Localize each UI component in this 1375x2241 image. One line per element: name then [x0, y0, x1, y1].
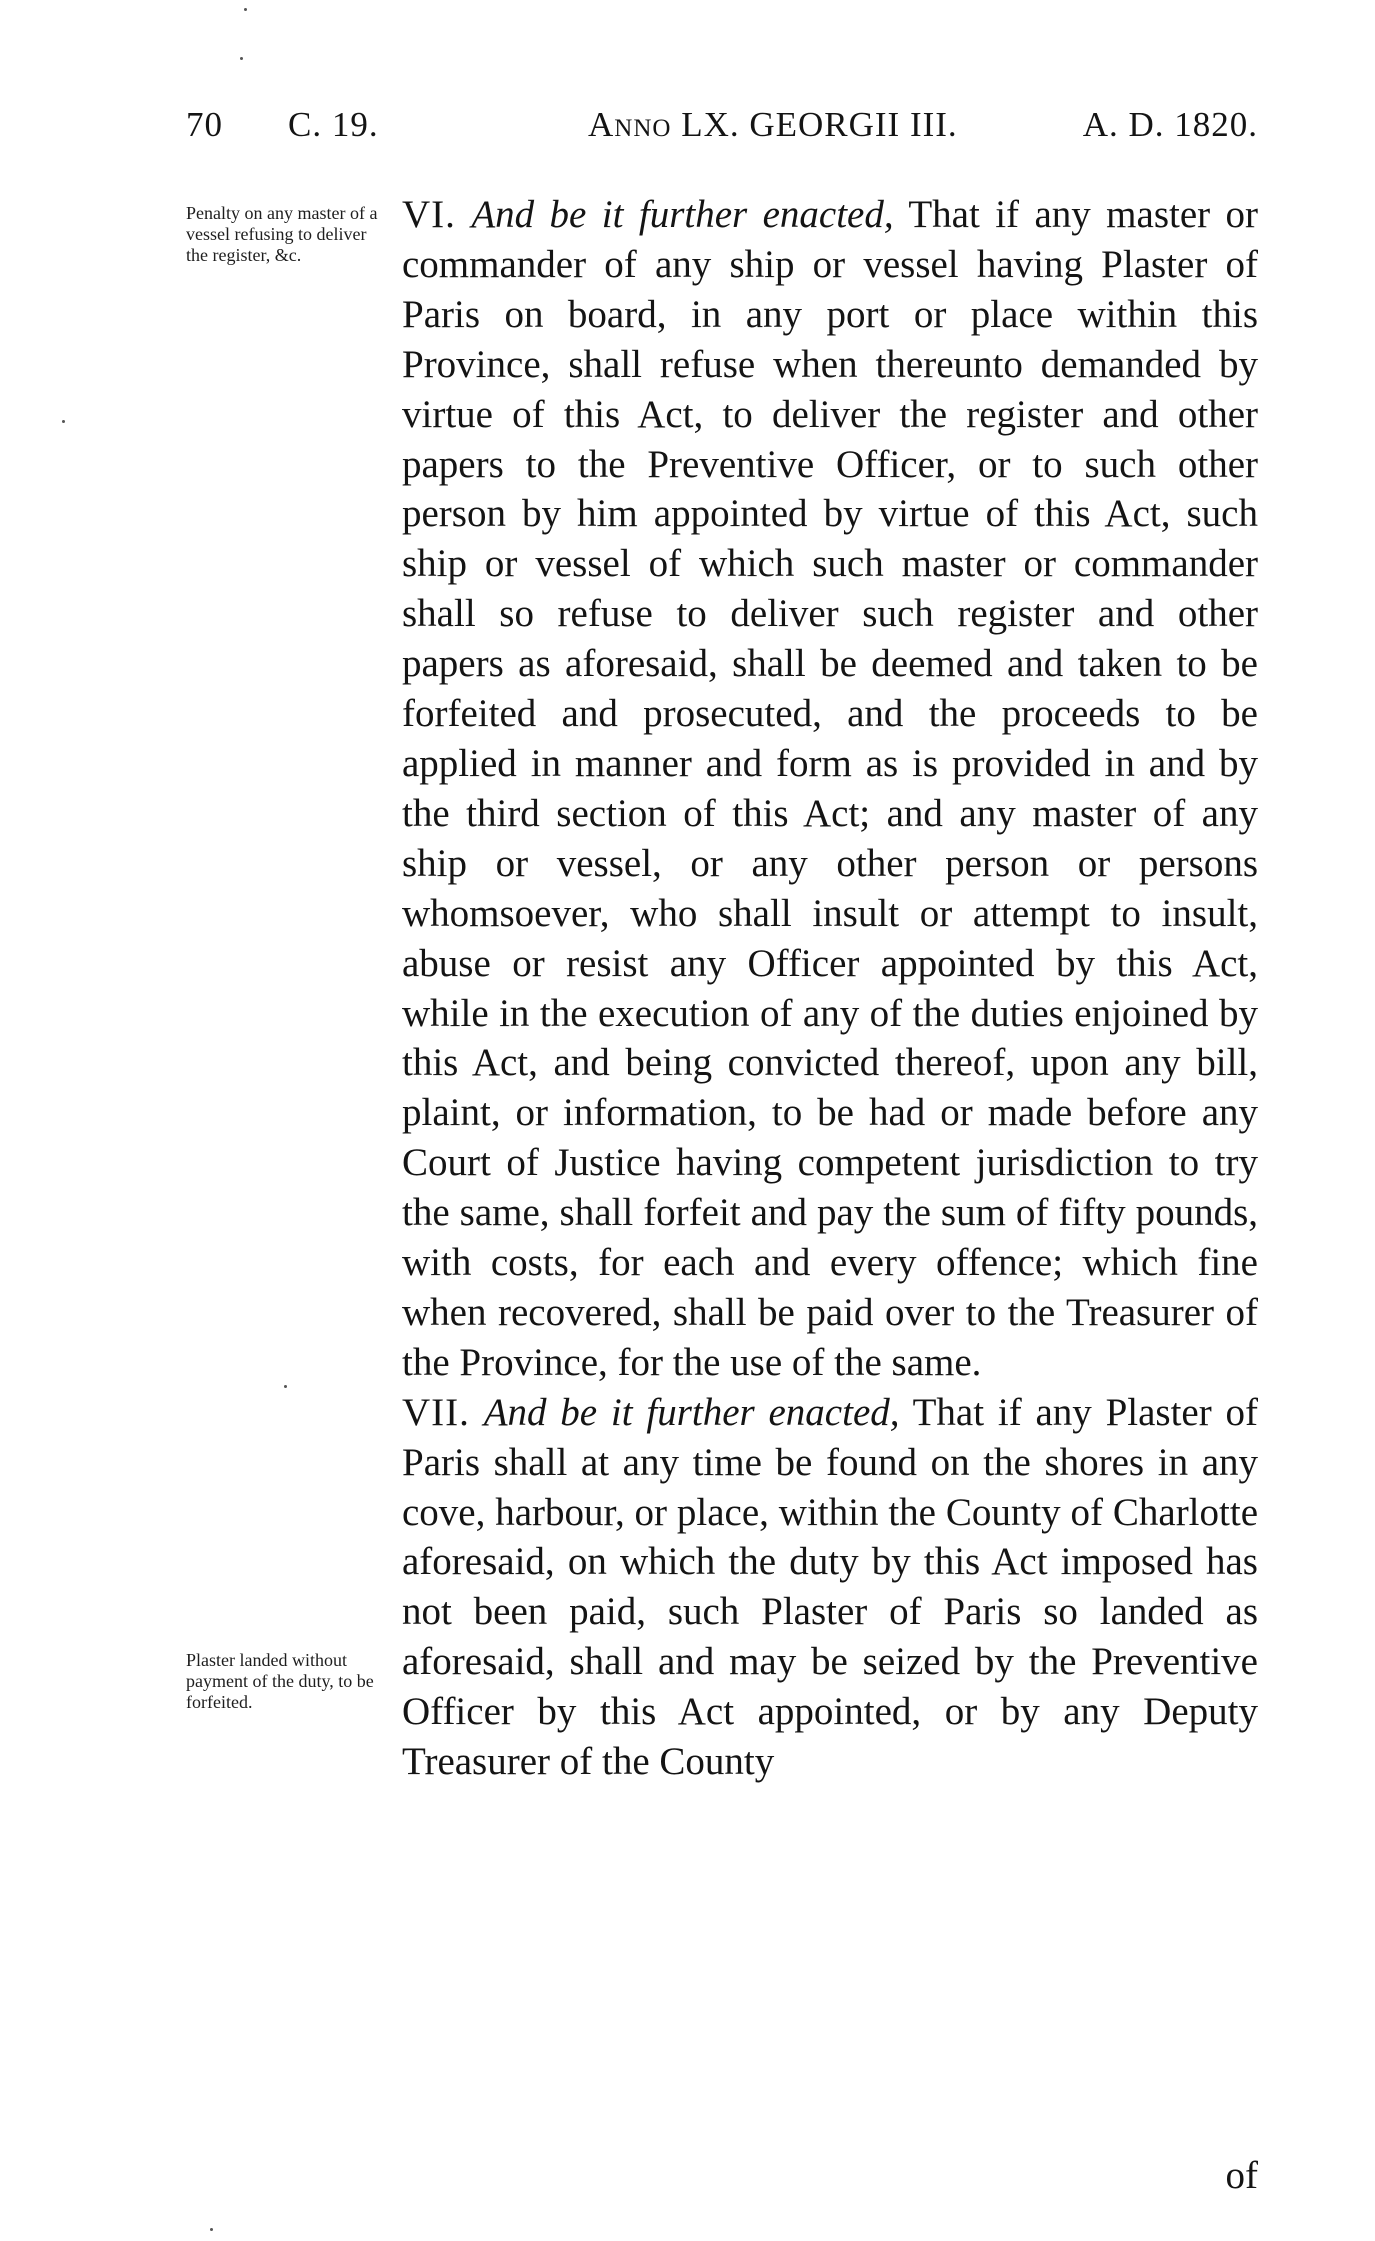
catchword: of	[1225, 2154, 1258, 2197]
section-number: VI.	[402, 193, 456, 236]
scan-speck	[284, 1385, 287, 1388]
enacting-clause: And be it further enacted,	[483, 1390, 900, 1434]
margin-note-plaster-forfeited: Plaster landed without payment of the duty, to be forfeited.	[186, 1650, 374, 1712]
chapter-number: C. 19.	[288, 105, 379, 144]
section-text: That if any Plaster of Paris shall at any time be found on the shores in any cove, harbour, or place, within the County of Charlotte aforesaid, on which the duty by this Act imposed has not been paid, such Plaster of Paris so landed as aforesaid, shall and may be seized by the Preventive Officer by this Act appointed, or by any Deputy Treasurer of the County	[402, 1390, 1259, 1784]
page-number: 70	[186, 105, 223, 144]
section-text: That if any master or commander of any ship or vessel having Plaster of Paris on board, in any port or place within this Province, shall refuse when thereunto demanded by virtue of this Act, to deliver the register and other papers to the Preventive Officer, or to such other person by him appointed by virtue of this Act, such ship or vessel of which such master or commander shall so refuse to deliver such register and other papers as aforesaid, shall be deemed and taken to be forfeited and prosecuted, and the proceeds to be applied in manner and form as is provided in and by the third section of this Act; and any master of any ship or vessel, or any other person or persons whomsoever, who shall insult or attempt to insult, abuse or resist any Officer appointed by this Act, while in the execution of any of the duties enjoined by this Act, and being convicted thereof, upon any bill, plaint, or information, to be had or made before any Court of Justice having competent jurisdiction to try the same, shall forfeit and pay the sum of fifty pounds, with costs, for each and every offence; which fine when recovered, shall be paid over to the Treasurer of the Province, for the use of the same.	[402, 193, 1259, 1384]
section-vi	[402, 190, 1258, 1388]
scan-speck	[210, 2228, 213, 2231]
scan-speck	[240, 57, 243, 60]
scan-speck	[244, 8, 247, 11]
header-date: A. D. 1820.	[1082, 105, 1258, 144]
section-number: VII.	[402, 1390, 470, 1434]
scan-speck	[62, 420, 65, 423]
body-text	[402, 190, 1258, 1787]
header-title: Anno LX. GEORGII III.	[588, 105, 958, 144]
margin-note-penalty: Penalty on any master of a vessel refusing to deliver the register, &c.	[186, 203, 378, 265]
running-header	[186, 105, 1258, 155]
section-vii	[402, 1388, 1258, 1787]
enacting-clause: And be it further enacted,	[471, 193, 894, 236]
